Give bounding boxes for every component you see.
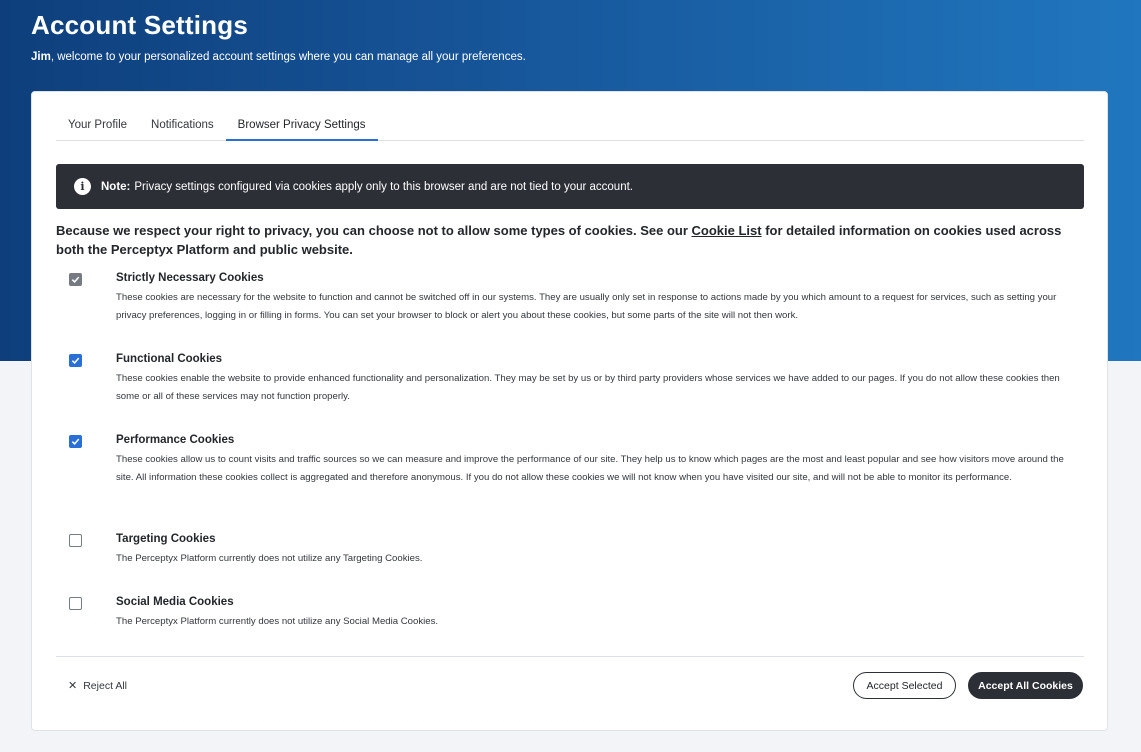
targeting-cookies-checkbox[interactable] [69, 534, 82, 547]
accept-all-cookies-button[interactable]: Accept All Cookies [968, 672, 1083, 699]
notice-text: Privacy settings configured via cookies apply only to this browser and are not tied to your account. [134, 180, 633, 193]
checkmark-icon [71, 437, 80, 446]
info-icon: i [74, 178, 91, 195]
functional-cookies-checkbox[interactable] [69, 354, 82, 367]
reject-all-button[interactable] [68, 679, 127, 692]
tab-browser-privacy-settings[interactable]: Browser Privacy Settings [226, 112, 378, 141]
user-name: Jim [31, 51, 51, 63]
cookie-description: These cookies are necessary for the website to function and cannot be switched off in our systems. They are usually only set in response to actions made by you which amount to a request for services, such as setting your privacy preferences, logging in or filling in forms. You can set your browser to block or alert you about these cookies, but some parts of the site will not then work. [116, 292, 1057, 321]
reject-all-label: Reject All [83, 679, 127, 692]
cookie-title: Social Media Cookies [116, 596, 234, 608]
cookie-title: Strictly Necessary Cookies [116, 272, 264, 284]
accept-selected-button[interactable]: Accept Selected [853, 672, 956, 699]
privacy-intro [56, 221, 1086, 259]
close-icon: ✕ [68, 680, 78, 692]
settings-tabs [56, 112, 1084, 141]
cookie-description: The Perceptyx Platform currently does not utilize any Targeting Cookies. [116, 553, 423, 564]
cookie-title: Performance Cookies [116, 434, 235, 446]
settings-card [31, 91, 1108, 731]
checkmark-icon [71, 275, 80, 284]
cookie-list-link[interactable]: Cookie List [691, 223, 762, 238]
cookie-description: The Perceptyx Platform currently does not utilize any Social Media Cookies. [116, 616, 439, 627]
cookie-description: These cookies enable the website to provide enhanced functionality and personalization. They may be set by us or by third party providers whose services we have added to our pages. If you do not allow these cookies then some or all of these services may not function properly. [116, 373, 1060, 402]
page-subtitle [31, 51, 526, 63]
social-media-cookies-checkbox[interactable] [69, 597, 82, 610]
intro-before: Because we respect your right to privacy, you can choose not to allow some types of cookies. See our [56, 223, 692, 238]
intro-after: for detailed information on cookies used across both the Perceptyx Platform and public website. [56, 223, 1062, 257]
privacy-notice [56, 164, 1084, 209]
tab-notifications[interactable]: Notifications [151, 119, 214, 131]
cookie-description: These cookies allow us to count visits and traffic sources so we can measure and improve the performance of our site. They help us to know which pages are the most and least popular and see how visitors move around the site. All information these cookies collect is aggregated and therefore anonymous. If you do not allow these cookies we will not know when you have visited our site, and will not be able to monitor its performance. [116, 454, 1064, 483]
footer-divider [56, 656, 1084, 657]
cookie-title: Functional Cookies [116, 353, 223, 365]
cookie-title: Targeting Cookies [116, 533, 216, 545]
strictly-necessary-checkbox[interactable] [69, 273, 82, 286]
tab-your-profile[interactable]: Your Profile [68, 119, 128, 131]
checkmark-icon [71, 356, 80, 365]
subtitle-text: , welcome to your personalized account settings where you can manage all your preferences. [50, 51, 526, 63]
page-title: Account Settings [31, 10, 248, 40]
performance-cookies-checkbox[interactable] [69, 435, 82, 448]
notice-label: Note: [101, 180, 131, 193]
